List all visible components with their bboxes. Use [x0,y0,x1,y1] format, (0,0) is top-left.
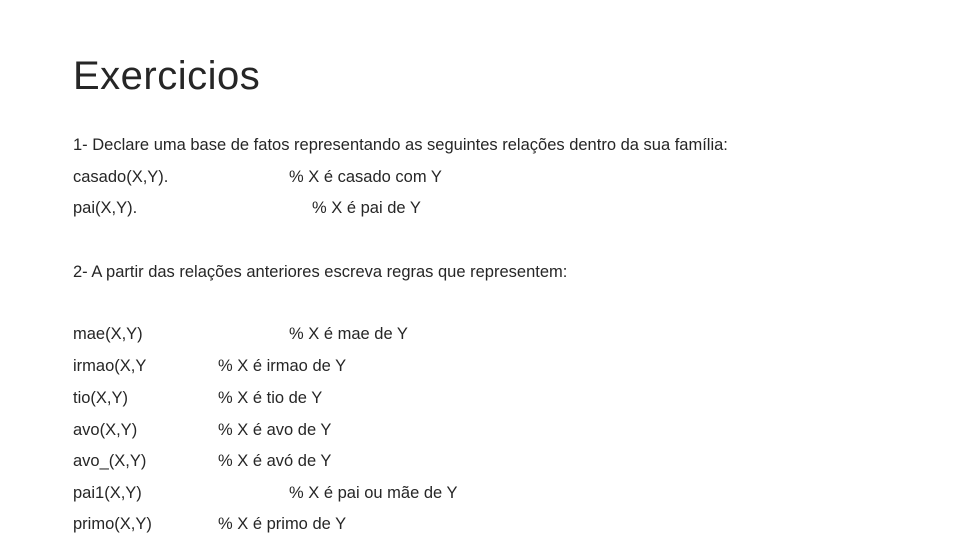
rule-term: avo_(X,Y) [73,452,147,470]
rule-term: mae(X,Y) [73,325,143,343]
rule-comment: % X é pai ou mãe de Y [289,484,458,502]
rule-term: primo(X,Y) [73,515,152,533]
rule-comment: % X é tio de Y [218,389,323,407]
fact-comment: % X é pai de Y [312,199,421,217]
fact-term: casado(X,Y). [73,168,169,186]
fact-comment: % X é casado com Y [289,168,442,186]
exercise-2-heading: 2- A partir das relações anteriores escreva regras que representem: [73,263,568,281]
rule-comment: % X é primo de Y [218,515,347,533]
exercise-1-heading: 1- Declare uma base de fatos representando as seguintes relações dentro da sua família: [73,136,728,154]
fact-term: pai(X,Y). [73,199,138,217]
rule-comment: % X é irmao de Y [218,357,347,375]
rule-comment: % X é mae de Y [289,325,408,343]
rule-term: irmao(X,Y [73,357,147,375]
rule-term: pai1(X,Y) [73,484,142,502]
slide-title: Exercicios [73,54,261,98]
rule-comment: % X é avo de Y [218,421,332,439]
rule-comment: % X é avó de Y [218,452,332,470]
rule-term: tio(X,Y) [73,389,129,407]
rule-term: avo(X,Y) [73,421,138,439]
